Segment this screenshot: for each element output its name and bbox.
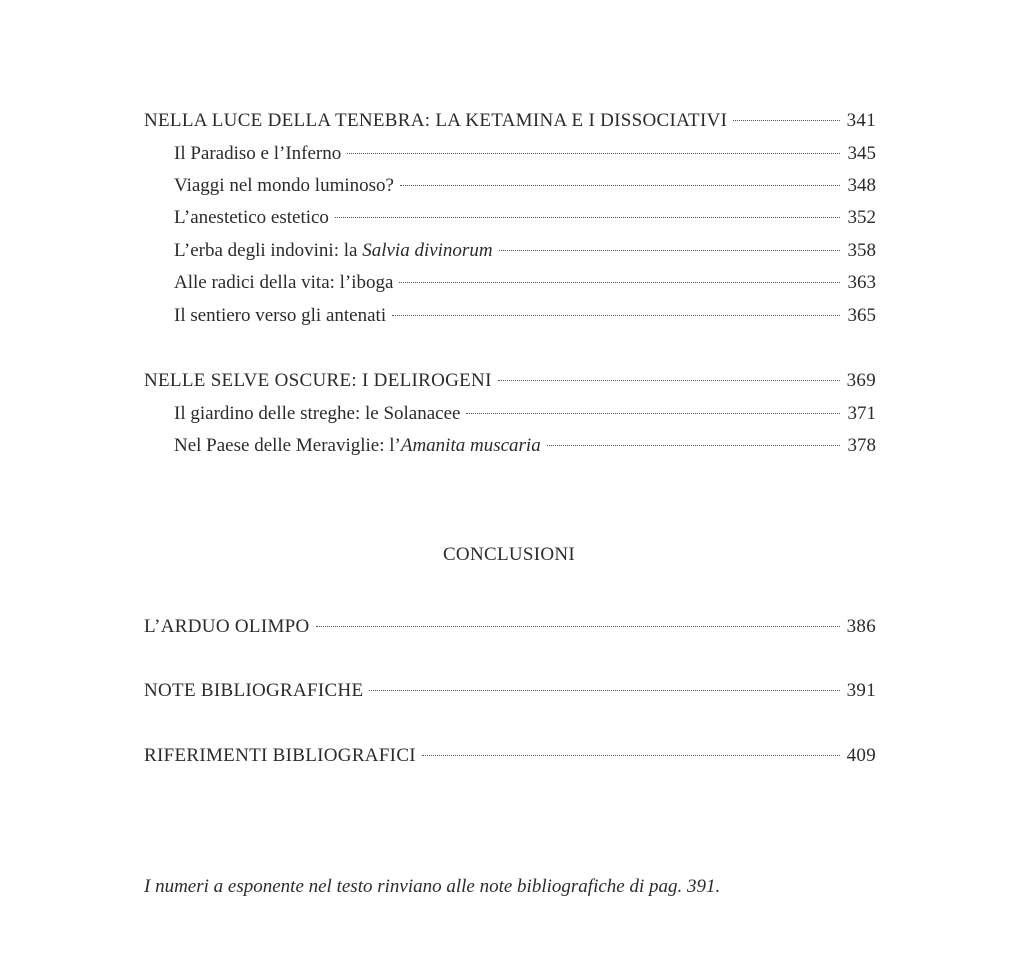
dot-leader	[335, 216, 840, 218]
toc-entry	[174, 236, 876, 266]
toc-entry-title: Alle radici della vita: l’iboga	[174, 272, 394, 293]
dot-leader	[392, 314, 840, 316]
dot-leader	[422, 754, 840, 756]
toc-entry-title: Nel Paese delle Meraviglie: l’Amanita muscaria	[174, 435, 541, 456]
toc-entry-title: L’erba degli indovini: la Salvia divinorum	[174, 240, 493, 261]
dot-leader	[498, 379, 840, 381]
toc-entry	[174, 301, 876, 331]
toc-page-number: 386	[846, 616, 876, 637]
toc-page-number: 352	[847, 207, 876, 228]
dot-leader	[347, 152, 840, 154]
dot-leader	[400, 184, 840, 186]
toc-page-number: 378	[847, 435, 876, 456]
toc-chapter-title: RIFERIMENTI BIBLIOGRAFICI	[144, 745, 416, 766]
toc-entry-title: Il Paradiso e l’Inferno	[174, 143, 342, 164]
toc-chapter-title: NELLE SELVE OSCURE: I DELIROGENI	[144, 370, 492, 391]
toc-entry-title: L’anestetico estetico	[174, 207, 329, 228]
toc-page-number: 369	[846, 370, 876, 391]
toc-chapter-title: L’ARDUO OLIMPO	[144, 616, 310, 637]
dot-leader	[369, 689, 840, 691]
toc-chapter-arduo-olimpo	[144, 612, 876, 642]
dot-leader	[733, 119, 840, 121]
toc-chapter-riferimenti	[144, 741, 876, 771]
toc-entry-italic: Salvia divinorum	[362, 240, 493, 261]
toc-entry	[174, 171, 876, 201]
toc-page-number: 345	[847, 143, 876, 164]
toc-entry-italic: Amanita muscaria	[400, 435, 541, 456]
toc-chapter-note-bibliografiche	[144, 676, 876, 706]
dot-leader	[547, 444, 840, 446]
toc-page-number: 358	[847, 240, 876, 261]
toc-page-number: 363	[847, 272, 876, 293]
toc-chapter-ketamina	[144, 106, 876, 136]
toc-entry	[174, 268, 876, 298]
toc-chapter-delirogeni	[144, 366, 876, 396]
toc-chapter-title: NOTE BIBLIOGRAFICHE	[144, 680, 364, 701]
toc-page-number: 371	[847, 403, 876, 424]
toc-page-number: 348	[847, 175, 876, 196]
toc-entry	[174, 139, 876, 169]
conclusioni-heading: CONCLUSIONI	[442, 544, 576, 565]
toc-entry	[174, 399, 876, 429]
toc-page-number: 391	[846, 680, 876, 701]
toc-chapter-title: NELLA LUCE DELLA TENEBRA: LA KETAMINA E I DISSOCIATIVI	[144, 110, 728, 131]
toc-page-number: 365	[847, 305, 876, 326]
toc-entry-title: Il sentiero verso gli antenati	[174, 305, 387, 326]
dot-leader	[466, 412, 840, 414]
toc-entry	[174, 203, 876, 233]
dot-leader	[316, 625, 840, 627]
toc-entry	[174, 431, 876, 461]
footnote: I numeri a esponente nel testo rinviano alle note bibliografiche di pag. 391.	[144, 876, 721, 897]
dot-leader	[399, 281, 840, 283]
toc-page-number: 409	[846, 745, 876, 766]
toc-page-number: 341	[846, 110, 876, 131]
dot-leader	[499, 249, 840, 251]
toc-entry-title: Viaggi nel mondo luminoso?	[174, 175, 394, 196]
toc-entry-title: Il giardino delle streghe: le Solanacee	[174, 403, 461, 424]
